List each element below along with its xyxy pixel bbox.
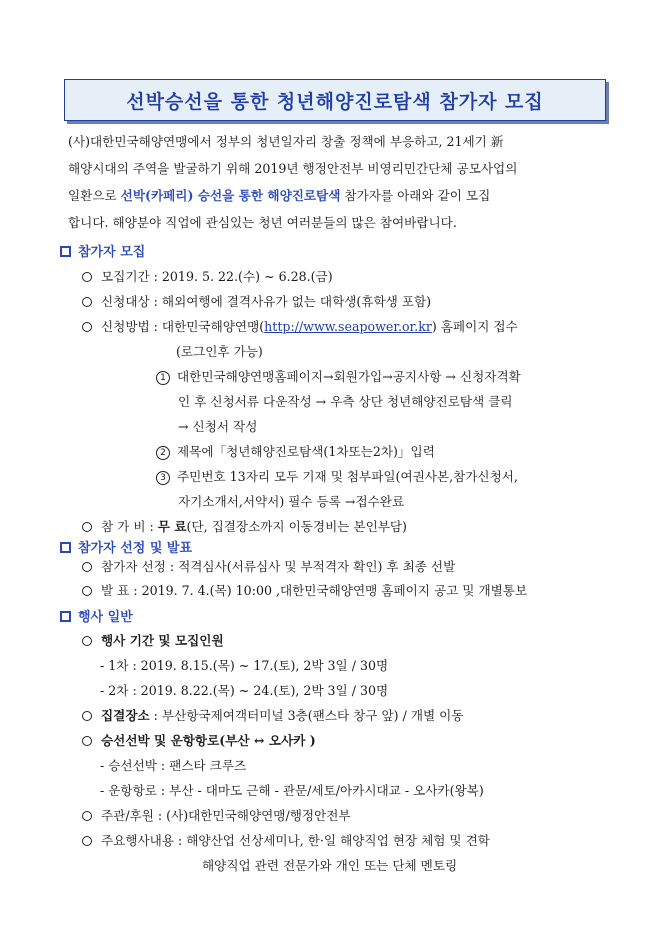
gather-value: : 부산항국제여객터미널 3층(팬스타 창구 앞) / 개별 이동: [149, 708, 464, 723]
checkbox-square-icon: [60, 246, 71, 257]
intro-line: 해양시대의 주역을 발굴하기 위해 2019년 행정안전부 비영리민간단체 공모사업의: [68, 161, 518, 176]
recruit-method: 신청방법 : 대한민국해양연맹(: [101, 319, 265, 334]
selection-method: 참가자 선정 : 적격심사(서류심사 및 부적격자 확인) 후 최종 선발: [101, 559, 456, 574]
step-text: 자기소개서,서약서) 필수 등록 →접수완료: [178, 494, 405, 509]
step-number: 1: [156, 371, 170, 385]
checkbox-square-icon: [60, 611, 71, 622]
section-title: 참가자 모집: [78, 245, 146, 260]
step-1: [156, 368, 521, 386]
recruit-method-suffix: ) 홈페이지 접수: [431, 319, 518, 334]
intro-line: 합니다. 해양분야 직업에 관심있는 청년 여러분들의 많은 참여바랍니다.: [68, 215, 457, 230]
section-heading-general: [60, 606, 133, 625]
list-item: [82, 318, 518, 336]
circle-bullet-icon: [82, 322, 92, 332]
list-item: [82, 518, 407, 536]
section-title: 행사 일반: [78, 610, 133, 625]
route-info: - 운항항로 : 부산 - 대마도 근해 - 관문/세토/아카시대교 - 오사카(왕복): [100, 783, 484, 798]
step-text: 주민번호 13자리 모두 기재 및 첨부파일(여권사본,참가신청서,: [177, 469, 518, 484]
section-title: 참가자 선정 및 발표: [78, 541, 193, 556]
circle-bullet-icon: [82, 562, 92, 572]
circle-bullet-icon: [82, 272, 92, 282]
list-item: [82, 582, 527, 600]
step-text: 인 후 신청서류 다운작성 → 우측 상단 청년해양진로탐색 클릭: [178, 394, 513, 409]
intro-line: (사)대한민국해양연맹에서 정부의 청년일자리 창출 정책에 부응하고, 21세기 新: [68, 134, 504, 149]
intro-text: 참가자를 아래와 같이 모집: [340, 188, 491, 203]
intro-line: [68, 182, 608, 209]
fee-free: 무 료: [157, 519, 187, 534]
circle-bullet-icon: [82, 297, 92, 307]
list-item: [82, 832, 490, 850]
list-item: [82, 268, 333, 286]
intro-text: 일환으로: [68, 188, 121, 203]
event-period-title: 행사 기간 및 모집인원: [101, 633, 224, 648]
list-item: [82, 558, 455, 576]
list-item: [82, 707, 464, 725]
recruit-period: 모집기간 : 2019. 5. 22.(수) ~ 6.28.(금): [101, 269, 333, 284]
step-text: → 신청서 작성: [178, 419, 258, 434]
circle-bullet-icon: [82, 836, 92, 846]
round-1: - 1차 : 2019. 8.15.(목) ~ 17.(토), 2박 3일 / 30명: [100, 658, 389, 673]
list-item: [82, 293, 431, 311]
event-content: 주요행사내용 : 해양산업 선상세미나, 한·일 해양직업 현장 체험 및 견학: [101, 833, 490, 848]
step-number: 3: [156, 471, 170, 485]
gather-label: 집결장소: [101, 708, 150, 723]
page-title: 선박승선을 통한 청년해양진로탐색 참가자 모집: [126, 90, 544, 113]
event-content-cont: 해양직업 관련 전문가와 개인 또는 단체 멘토링: [202, 858, 458, 873]
circle-bullet-icon: [82, 586, 92, 596]
ship-title: 승선선박 및 운항항로(부산 ↔ 오사카 ): [101, 733, 316, 748]
section-heading-recruit: [60, 241, 145, 260]
fee-note: (단, 집결장소까지 이동경비는 본인부담): [186, 519, 407, 534]
fee-label: 참 가 비 :: [101, 519, 158, 534]
recruit-target: 신청대상 : 해외여행에 결격사유가 없는 대학생(휴학생 포함): [101, 294, 432, 309]
round-2: - 2차 : 2019. 8.22.(목) ~ 24.(토), 2박 3일 / 30명: [100, 683, 389, 698]
selection-announce: 발 표 : 2019. 7. 4.(목) 10:00 ,대한민국해양연맹 홈페이지 공고 및 개별통보: [101, 583, 528, 598]
step-2: [156, 443, 435, 461]
intro-paragraph: [68, 128, 608, 236]
circle-bullet-icon: [82, 811, 92, 821]
title-banner: [64, 79, 606, 121]
step-text: 대한민국해양연맹홈페이지→회원가입→공지사항 → 신청자격확: [177, 369, 521, 384]
circle-bullet-icon: [82, 636, 92, 646]
list-item: [82, 632, 224, 650]
circle-bullet-icon: [82, 522, 92, 532]
checkbox-square-icon: [60, 542, 71, 553]
step-number: 2: [156, 446, 170, 460]
intro-highlight: 선박(카페리) 승선을 통한 해양진로탐색: [120, 188, 341, 203]
host-info: 주관/후원 : (사)대한민국해양연맹/행정안전부: [101, 808, 351, 823]
recruit-method-note: (로그인후 가능): [176, 344, 263, 359]
step-3: [156, 468, 518, 486]
website-link[interactable]: http://www.seapower.or.kr: [264, 319, 432, 334]
ship-info: - 승선선박 : 팬스타 크루즈: [100, 758, 247, 773]
list-item: [82, 732, 316, 750]
circle-bullet-icon: [82, 736, 92, 746]
step-text: 제목에「청년해양진로탐색(1차또는2차)」입력: [177, 444, 435, 459]
section-heading-selection: [60, 537, 192, 556]
list-item: [82, 807, 351, 825]
circle-bullet-icon: [82, 711, 92, 721]
